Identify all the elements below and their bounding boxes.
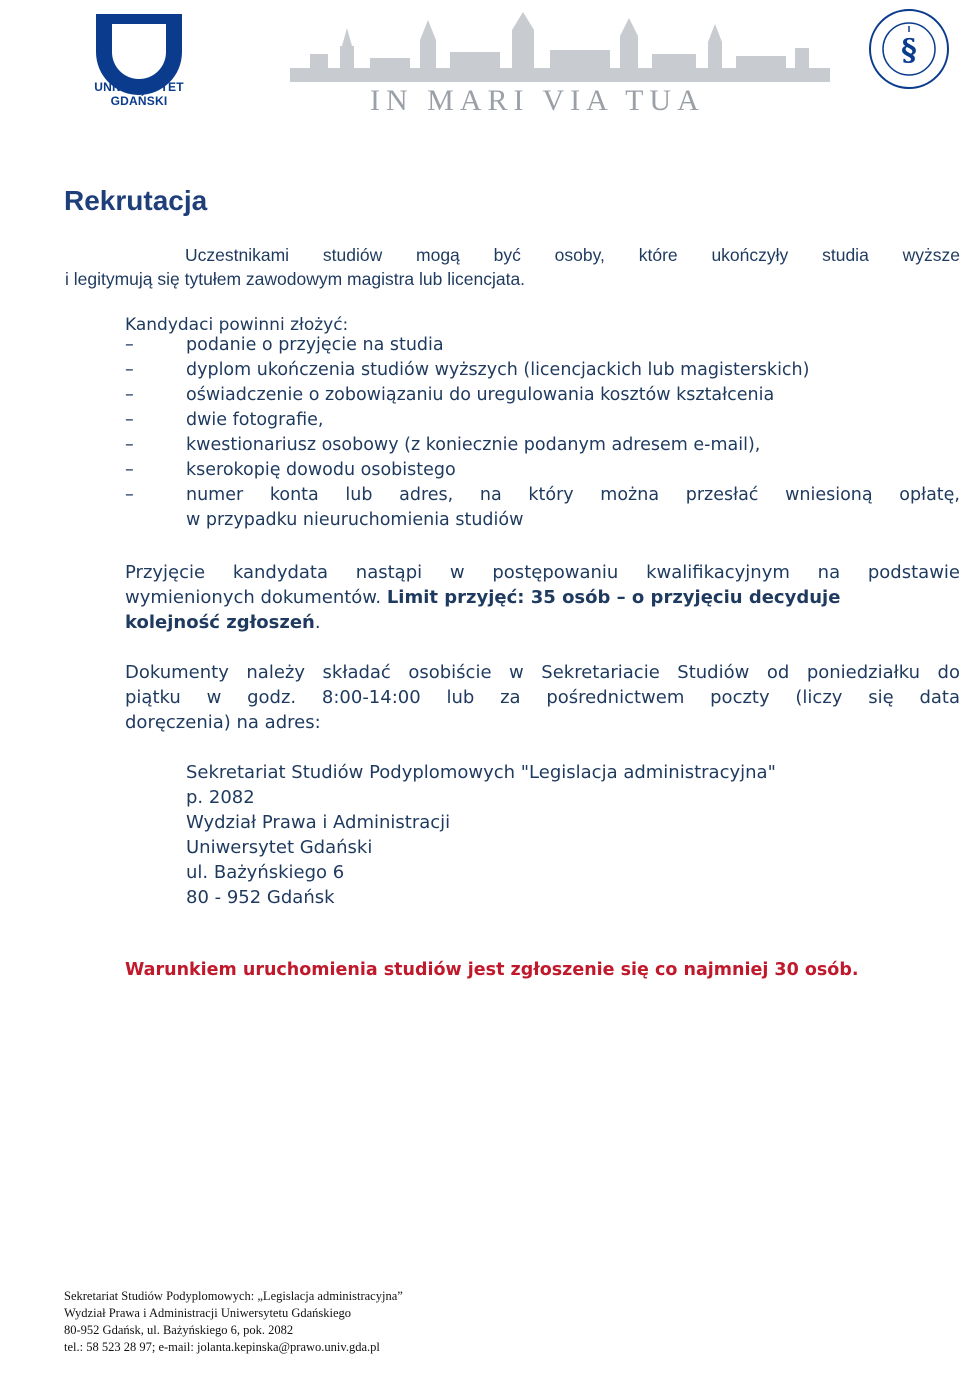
documents-line-3: doręczenia) na adres:: [125, 712, 321, 733]
documents-paragraph: [125, 660, 960, 735]
address-line: p. 2082: [186, 787, 255, 808]
admission-order-text: kolejność zgłoszeń: [125, 612, 315, 633]
university-name: UNIWERSYTET GDAŃSKI: [94, 80, 184, 108]
dash-bullet: –: [125, 360, 134, 380]
dash-bullet: –: [125, 485, 134, 505]
address-line: ul. Bażyńskiego 6: [186, 862, 345, 883]
list-item-text: dyplom ukończenia studiów wyższych (licencjackich lub magisterskich): [186, 360, 810, 380]
intro-line-2: i legitymują się tytułem zawodowym magistra lub licencjata.: [65, 269, 526, 289]
list-item-text: kserokopię dowodu osobistego: [186, 460, 456, 480]
admission-limit-text: Limit przyjęć: 35 osób – o przyjęciu decyduje: [386, 587, 841, 608]
list-item: [125, 383, 960, 408]
address-line: Wydział Prawa i Administracji: [186, 812, 451, 833]
list-item: [125, 333, 960, 358]
list-item: [125, 433, 960, 458]
list-item-text: w przypadku nieuruchomienia studiów: [186, 510, 524, 530]
documents-line-2: piątku w godz. 8:00-14:00 lub za pośrednictwem poczty (liczy się data: [125, 687, 960, 708]
dash-bullet: –: [125, 385, 134, 405]
footer-line: Wydział Prawa i Administracji Uniwersytetu Gdańskiego: [64, 1306, 352, 1320]
list-item: [125, 358, 960, 383]
admission-line-2-plain: wymienionych dokumentów.: [125, 587, 382, 608]
address-line: Uniwersytet Gdański: [186, 837, 373, 858]
requirements-heading: Kandydaci powinni złożyć:: [125, 315, 349, 335]
list-item: [125, 408, 960, 433]
footer-line: Sekretariat Studiów Podyplomowych: „Legislacja administracyjna”: [64, 1289, 403, 1303]
documents-line-1: Dokumenty należy składać osobiście w Sekretariacie Studiów od poniedziałku do: [125, 662, 960, 683]
list-item-text: numer konta lub adres, na który można przesłać wniesioną opłatę,: [186, 485, 960, 505]
faculty-seal: [868, 8, 950, 90]
page-title: Rekrutacja: [64, 185, 208, 216]
requirements-list: [125, 333, 960, 533]
postal-address: [186, 760, 776, 910]
address-line: Sekretariat Studiów Podyplomowych "Legislacja administracyjna": [186, 762, 776, 783]
header-logos: [0, 0, 960, 130]
admission-period: .: [314, 612, 321, 633]
intro-paragraph: [65, 243, 960, 291]
list-item-text: dwie fotografie,: [186, 410, 324, 430]
launch-condition-notice: Warunkiem uruchomienia studiów jest zgłoszenie się co najmniej 30 osób.: [125, 960, 859, 980]
dash-bullet: –: [125, 460, 134, 480]
footer-email-line[interactable]: tel.: 58 523 28 97; e-mail: jolanta.kepinska@prawo.univ.gda.pl: [64, 1340, 380, 1354]
list-item: [125, 458, 960, 483]
footer-line: 80-952 Gdańsk, ul. Bażyńskiego 6, pok. 2082: [64, 1323, 294, 1337]
list-item-text: oświadczenie o zobowiązaniu do uregulowania kosztów kształcenia: [186, 385, 775, 405]
admission-line-1: Przyjęcie kandydata nastąpi w postępowaniu kwalifikacyjnym na podstawie: [125, 562, 960, 583]
footer-contact: [64, 1288, 403, 1356]
admission-paragraph: [125, 560, 960, 635]
list-item-text: podanie o przyjęcie na studia: [186, 335, 444, 355]
dash-bullet: –: [125, 335, 134, 355]
intro-line-1: Uczestnikami studiów mogą być osoby, które ukończyły studia wyższe: [185, 245, 960, 265]
dash-bullet: –: [125, 410, 134, 430]
list-item: [125, 483, 960, 533]
address-line: 80 - 952 Gdańsk: [186, 887, 335, 908]
motto: IN MARI VIA TUA: [370, 84, 705, 117]
svg-text:§: §: [901, 33, 917, 68]
dash-bullet: –: [125, 435, 134, 455]
list-item-text: kwestionariusz osobowy (z koniecznie podanym adresem e-mail),: [186, 435, 761, 455]
